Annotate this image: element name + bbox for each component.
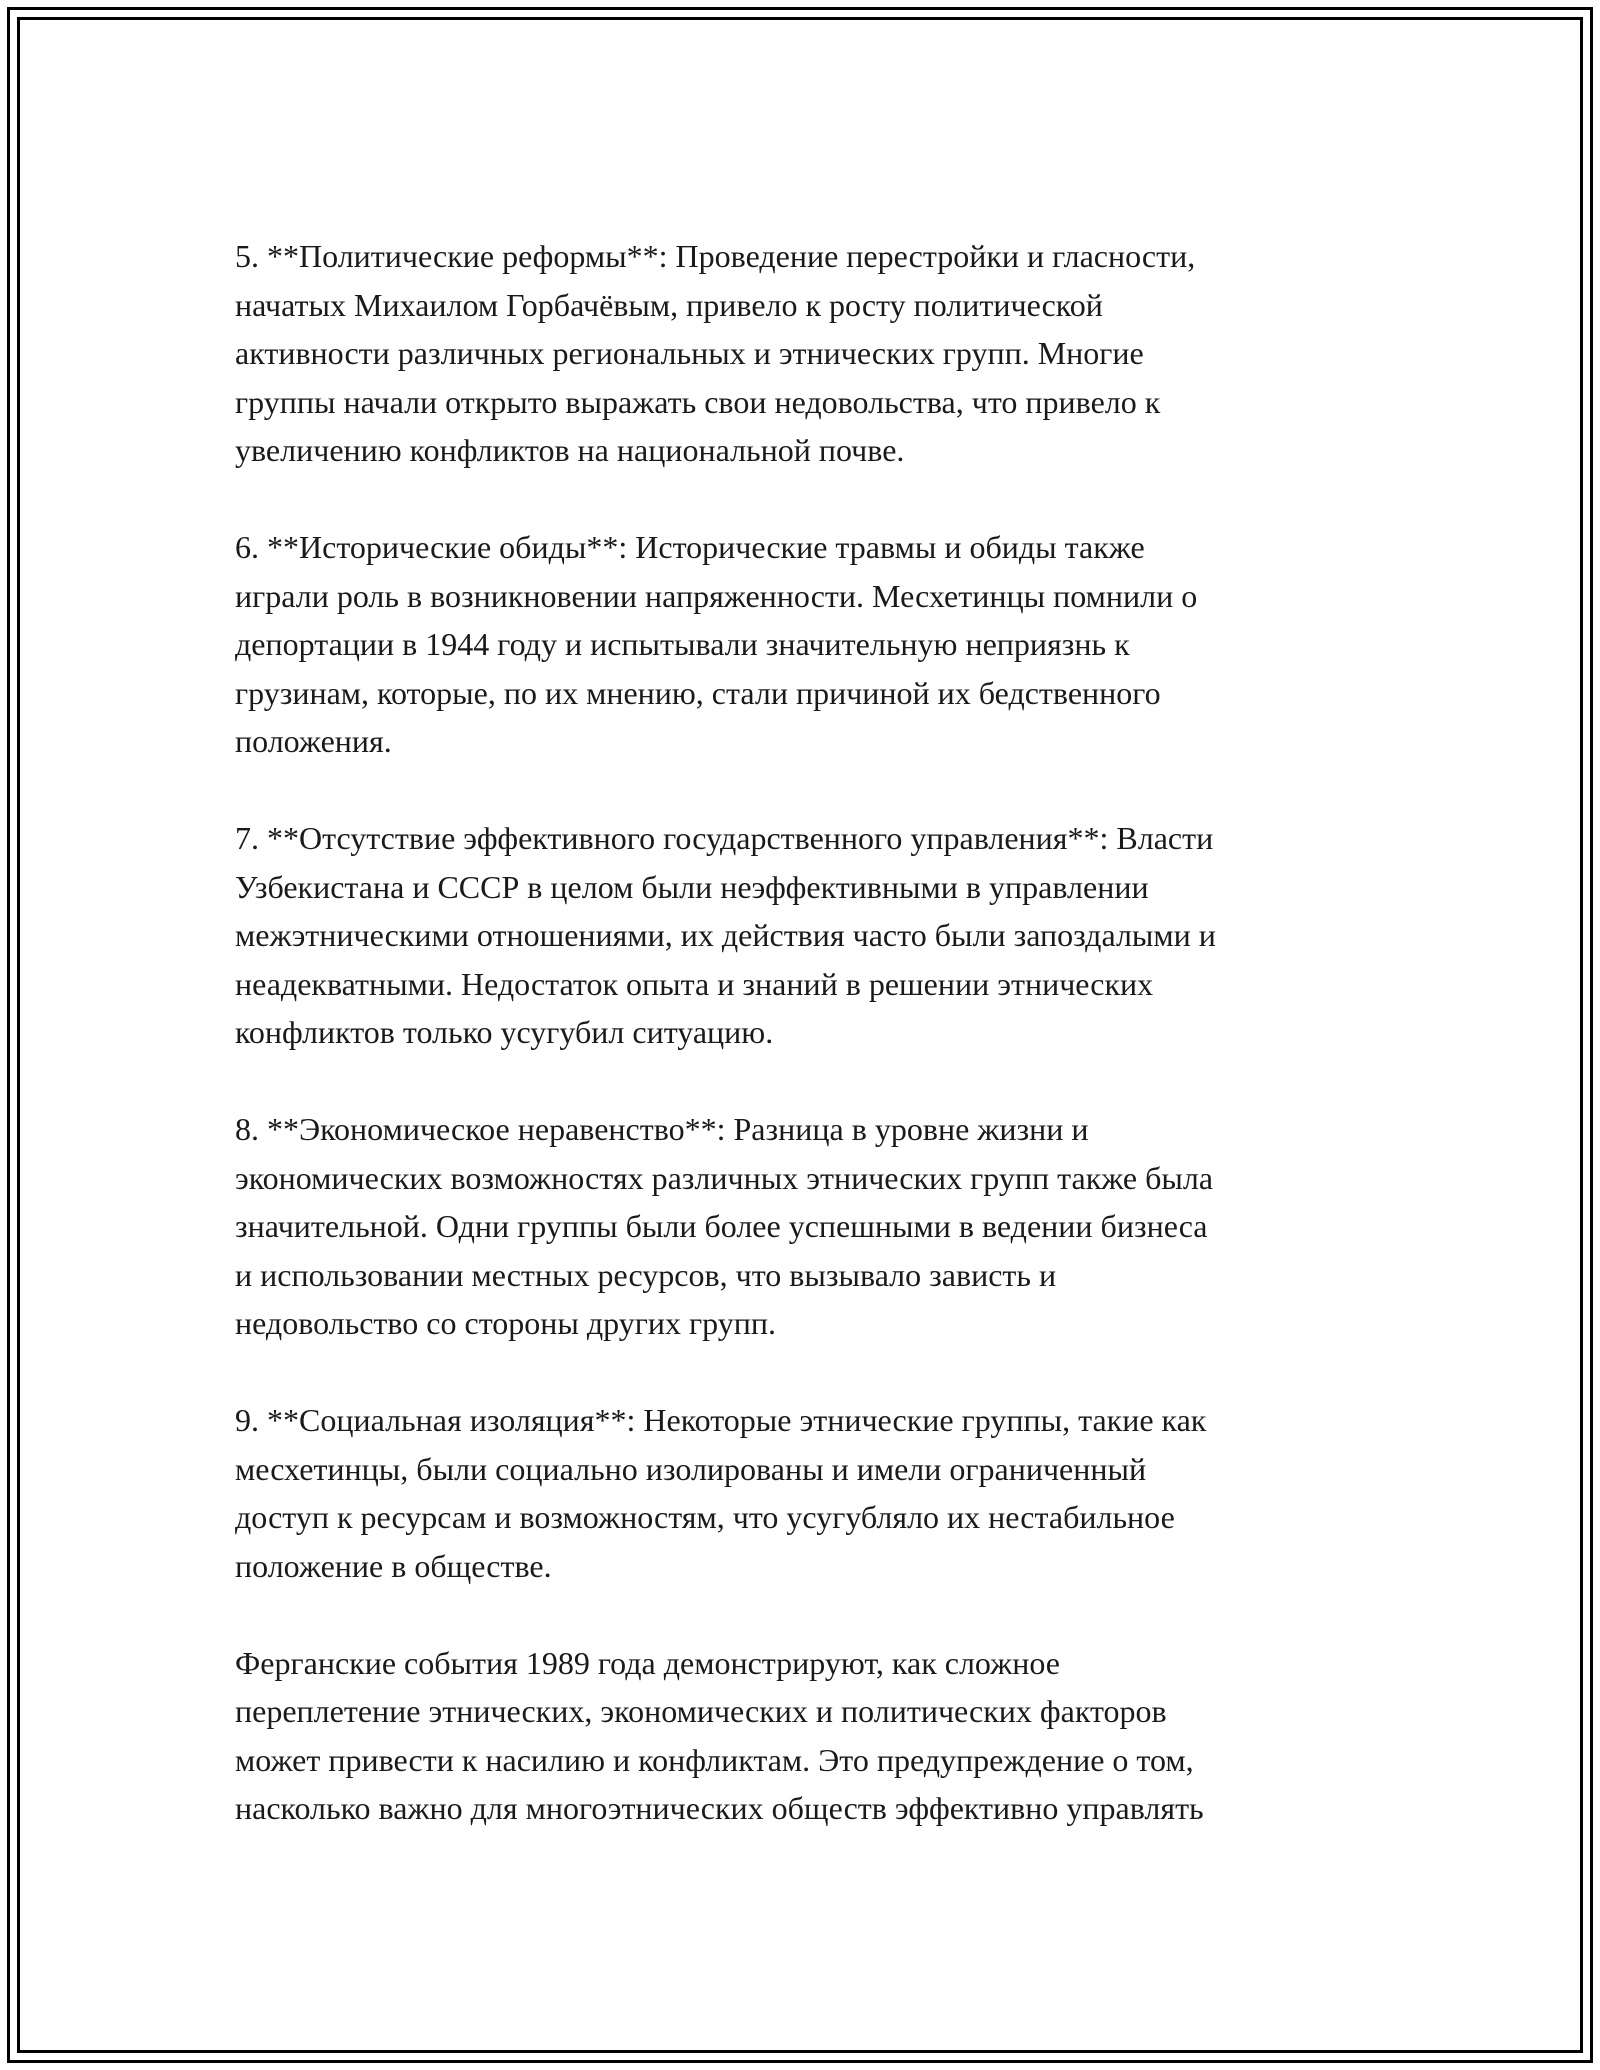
paragraph-historical-grievances: 6. **Исторические обиды**: Исторические травмы и обиды также играли роль в возникновении напряженности. Месхетинцы помнили о депортации в 1944 году и испытывали значительную неприязнь к грузинам, которые, по их мнению, стали причиной их бедственного положения. (235, 529, 1198, 759)
paragraph-economic-inequality: 8. **Экономическое неравенство**: Разница в уровне жизни и экономических возможностях различных этнических групп также была значительной. Одни группы были более успешными в ведении бизнеса и использовании местных ресурсов, что вызывало зависть и недовольство со стороны других групп. (235, 1111, 1214, 1341)
paragraph-political-reforms: 5. **Политические реформы**: Проведение перестройки и гласности, начатых Михаилом Горбачёвым, привело к росту политической активности различных региональных и этнических групп. Многие группы начали открыто выражать свои недовольства, что привело к увеличению конфликтов на национальной почве. (235, 238, 1196, 468)
paragraph-conclusion: Ферганские события 1989 года демонстрируют, как сложное переплетение этнических, экономических и политических факторов может привести к насилию и конфликтам. Это предупреждение о том, насколько важно для многоэтнических обществ эффективно управлять (235, 1644, 1204, 1826)
paragraph-social-isolation: 9. **Социальная изоляция**: Некоторые этнические группы, такие как месхетинцы, были социально изолированы и имели ограниченный доступ к ресурсам и возможностям, что усугубляло их нестабильное положение в обществе. (235, 1402, 1207, 1584)
paragraph-ineffective-governance: 7. **Отсутствие эффективного государственного управления**: Власти Узбекистана и СССР в целом были неэффективными в управлении межэтническими отношениями, их действия часто были запоздалыми и неадекватными. Недостаток опыта и знаний в решении этнических конфликтов только усугубил ситуацию. (235, 820, 1216, 1050)
document-body (235, 232, 1385, 1833)
